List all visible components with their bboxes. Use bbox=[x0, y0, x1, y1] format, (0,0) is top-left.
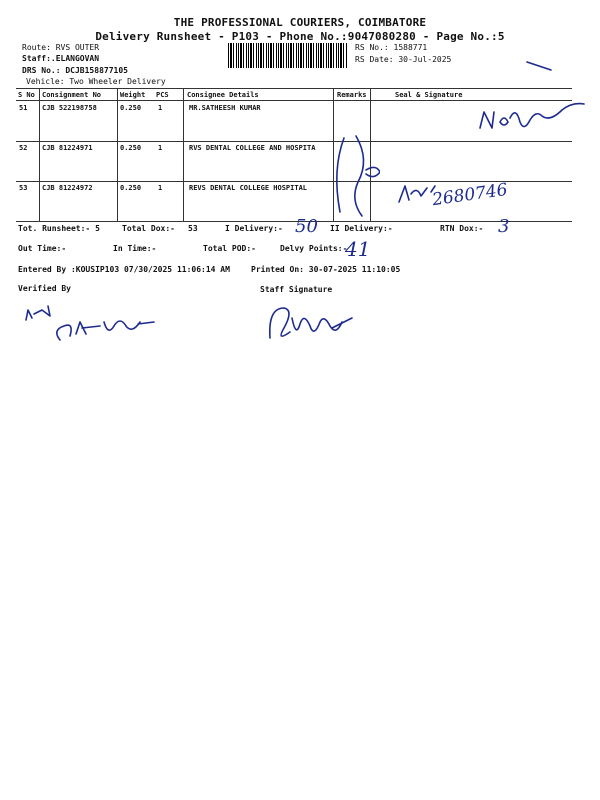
handwritten-phone-note: 2680746 bbox=[430, 179, 509, 211]
row-weight: 0.250 bbox=[120, 104, 142, 112]
col-sno: S No bbox=[18, 91, 35, 99]
row-consignee: RVS DENTAL COLLEGE AND HOSPITA bbox=[189, 144, 316, 152]
barcode bbox=[228, 43, 348, 68]
col-consignee: Consignee Details bbox=[187, 91, 259, 99]
out-time-label: Out Time:- bbox=[18, 244, 67, 253]
total-dox-value: 53 bbox=[188, 224, 198, 233]
ii-delivery-label: II Delivery:- bbox=[330, 224, 393, 233]
route-label: Route: RVS OUTER bbox=[22, 43, 100, 52]
company-title: THE PROFESSIONAL COURIERS, COIMBATORE bbox=[173, 16, 427, 29]
total-dox-label: Total Dox:- bbox=[122, 224, 175, 233]
delvy-points-label: Delvy Points:- bbox=[280, 244, 348, 253]
row-consignee: MR.SATHEESH KUMAR bbox=[189, 104, 261, 112]
rtn-dox-label: RTN Dox:- bbox=[440, 224, 484, 233]
i-delivery-label: I Delivery:- bbox=[225, 224, 283, 233]
verified-signature bbox=[20, 300, 170, 350]
rs-number: RS No.: 1588771 bbox=[355, 43, 428, 52]
row-weight: 0.250 bbox=[120, 184, 142, 192]
rs-date: RS Date: 30-Jul-2025 bbox=[355, 55, 452, 64]
row-pcs: 1 bbox=[158, 104, 163, 112]
row-weight: 0.250 bbox=[120, 144, 142, 152]
arrow-mark bbox=[525, 58, 555, 78]
row-consignment: CJB 81224972 bbox=[42, 184, 93, 192]
col-weight: Weight bbox=[120, 91, 146, 99]
row-consignee: REVS DENTAL COLLEGE HOSPITAL bbox=[189, 184, 308, 192]
row-consignment: CJB 522198758 bbox=[42, 104, 97, 112]
vehicle-label: Vehicle: Two Wheeler Delivery bbox=[26, 77, 166, 86]
in-time-label: In Time:- bbox=[113, 244, 157, 253]
handwritten-i-delivery: 50 bbox=[295, 216, 318, 237]
runsheet-subtitle: Delivery Runsheet - P103 - Phone No.:9047080280 - Page No.:5 bbox=[95, 30, 505, 43]
bracket-mark bbox=[330, 130, 380, 220]
row-consignment: CJB 81224971 bbox=[42, 144, 93, 152]
row-pcs: 1 bbox=[158, 144, 163, 152]
drs-number: DRS No.: DCJB158877105 bbox=[22, 66, 128, 75]
staff-label: Staff:.ELANGOVAN bbox=[22, 54, 100, 63]
handwritten-rtn-dox: 3 bbox=[498, 216, 510, 237]
row-pcs: 1 bbox=[158, 184, 163, 192]
col-pcs: PCS bbox=[156, 91, 169, 99]
total-pod-label: Total POD:- bbox=[203, 244, 256, 253]
row-sno: 52 bbox=[19, 144, 28, 152]
handwritten-delvy-points: 41 bbox=[345, 237, 371, 261]
staff-signature-label: Staff Signature bbox=[260, 285, 333, 294]
tot-runsheet: Tot. Runsheet:- 5 bbox=[18, 224, 100, 233]
verified-by-label: Verified By bbox=[18, 284, 71, 293]
col-remarks: Remarks bbox=[337, 91, 367, 99]
entered-by: Entered By :KOUSIP103 07/30/2025 11:06:14 AM bbox=[18, 265, 230, 274]
row-sno: 53 bbox=[19, 184, 28, 192]
col-seal-signature: Seal & Signature bbox=[395, 91, 463, 99]
col-consignment: Consignment No bbox=[42, 91, 102, 99]
printed-on: Printed On: 30-07-2025 11:10:05 bbox=[251, 265, 401, 274]
row-sno: 51 bbox=[19, 104, 28, 112]
signature-row1 bbox=[470, 100, 600, 140]
staff-signature bbox=[262, 298, 362, 358]
